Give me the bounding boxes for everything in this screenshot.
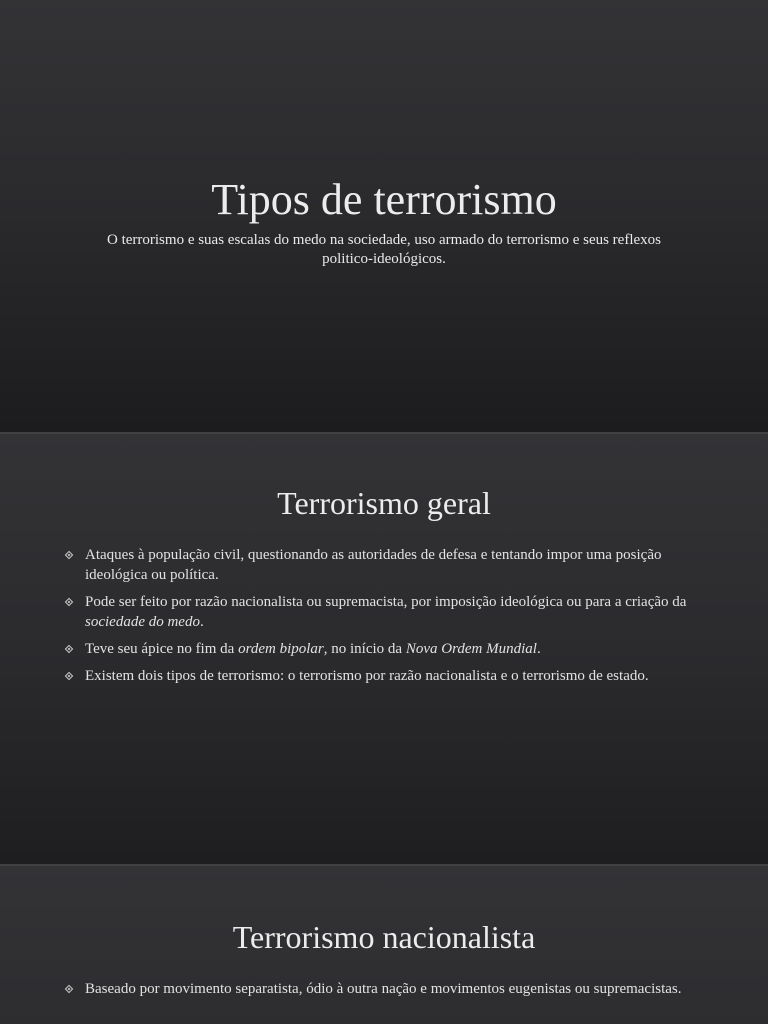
presentation-subtitle: O terrorismo e suas escalas do medo na sociedade, uso armado do terrorismo e seus reflexos politico-ideológicos. bbox=[107, 232, 661, 267]
bullet-item bbox=[66, 666, 706, 686]
slide-heading: Terrorismo nacionalista bbox=[232, 919, 536, 955]
diamond-bullet-icon bbox=[65, 672, 73, 680]
slide-heading: Terrorismo geral bbox=[277, 485, 491, 521]
bullet-text: Existem dois tipos de terrorismo: o terrorismo por razão nacionalista e o terrorismo de estado. bbox=[85, 668, 649, 684]
bullet-item bbox=[66, 639, 706, 659]
bullet-item bbox=[66, 979, 706, 999]
bullet-text: Baseado por movimento separatista, ódio à outra nação e movimentos eugenistas ou supremacistas. bbox=[85, 981, 682, 997]
diamond-bullet-icon bbox=[65, 598, 73, 606]
slide-terrorismo-geral bbox=[0, 434, 768, 864]
bullet-text: . bbox=[199, 614, 204, 630]
bullet-emphasis: Nova Ordem Mundial bbox=[405, 641, 537, 657]
bullet-text: . bbox=[536, 641, 541, 657]
diamond-bullet-icon bbox=[65, 551, 73, 559]
bullet-text: Teve seu ápice no fim da bbox=[85, 641, 239, 657]
bullet-list bbox=[66, 545, 706, 693]
bullet-item bbox=[66, 545, 706, 585]
bullet-list bbox=[66, 979, 706, 1006]
slide-terrorismo-nacionalista bbox=[0, 866, 768, 1024]
bullet-text: Pode ser feito por razão nacionalista ou supremacista, por imposição ideológica ou para a criação da bbox=[85, 594, 687, 610]
diamond-bullet-icon bbox=[65, 645, 73, 653]
bullet-item bbox=[66, 592, 706, 632]
bullet-text: Ataques à população civil, questionando as autoridades de defesa e tentando impor uma posição ideológica ou política. bbox=[85, 547, 662, 583]
diamond-bullet-icon bbox=[65, 985, 73, 993]
bullet-emphasis: ordem bipolar bbox=[238, 641, 324, 657]
slide-title bbox=[0, 0, 768, 432]
bullet-text: , no início da bbox=[323, 641, 406, 657]
presentation-title: Tipos de terrorismo bbox=[211, 175, 557, 224]
bullet-emphasis: sociedade do medo bbox=[85, 614, 200, 630]
